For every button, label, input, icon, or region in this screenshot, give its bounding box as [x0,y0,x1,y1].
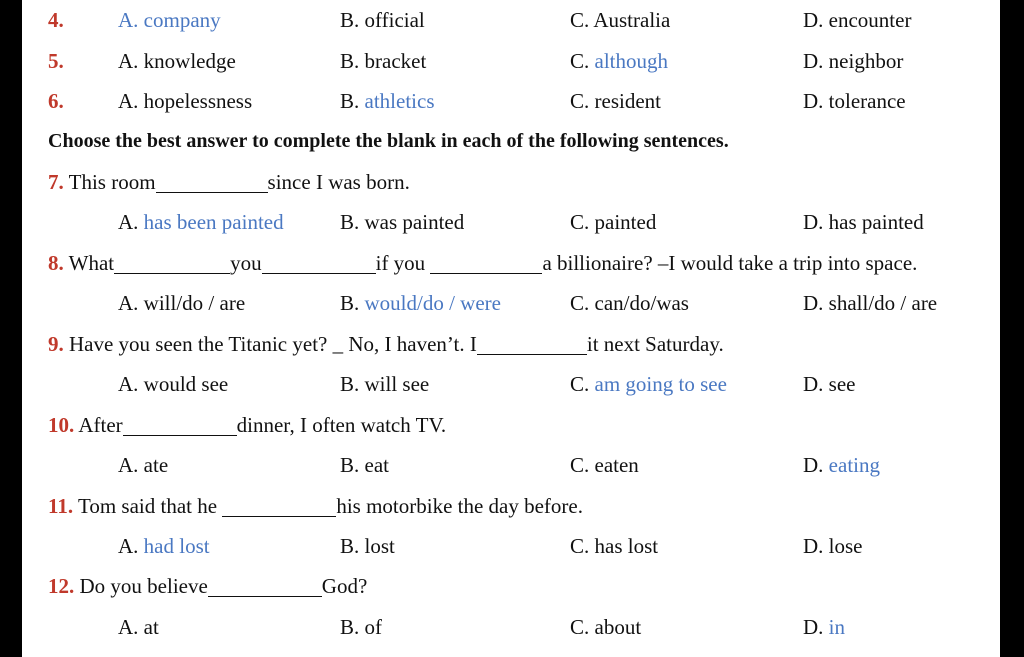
answer-blank[interactable] [114,251,230,274]
option-b[interactable] [340,283,501,323]
options-10 [22,445,1000,485]
answer-blank[interactable] [430,251,542,274]
option-b[interactable] [340,81,435,121]
option-d[interactable]: D. see [803,372,856,396]
option-d[interactable]: D. lose [803,534,863,558]
option-d[interactable]: D. encounter [803,8,912,32]
question-part: After [78,413,123,437]
answer-highlight: eating [828,453,880,477]
option-d[interactable]: D. has painted [803,210,924,234]
answer-blank[interactable] [222,494,336,517]
question-part: his motorbike the day before. [336,494,583,518]
question-12 [22,566,1000,606]
question-number: 11. [48,494,74,518]
question-text [48,162,410,202]
item-number: 6. [48,89,64,113]
option-a[interactable] [118,0,221,40]
option-d-prefix: D. [803,615,829,639]
option-a[interactable]: A. knowledge [118,49,236,73]
option-b-prefix: B. [340,89,365,113]
question-11 [22,486,1000,526]
answer-blank[interactable] [123,413,237,436]
answer-highlight: athletics [364,89,435,113]
pronunciation-item-6 [22,81,1000,121]
option-c[interactable] [570,41,668,81]
option-a-prefix: A. [118,534,144,558]
options-12 [22,607,1000,647]
answer-blank[interactable] [208,574,322,597]
option-c-prefix: C. [570,49,595,73]
option-c-prefix: C. [570,372,595,396]
answer-highlight: although [594,49,669,73]
option-d[interactable]: D. shall/do / are [803,291,938,315]
option-c[interactable] [570,364,727,404]
option-c[interactable]: C. about [570,615,642,639]
option-a[interactable]: A. at [118,615,159,639]
options-8 [22,283,1000,323]
options-11 [22,526,1000,566]
instruction-row [22,121,1000,161]
answer-highlight: has been painted [143,210,284,234]
question-number: 7. [48,170,64,194]
option-a-prefix: A. [118,210,144,234]
option-b[interactable]: B. will see [340,372,430,396]
question-number: 8. [48,251,64,275]
question-8 [22,243,1000,283]
answer-blank[interactable] [262,251,376,274]
question-part: dinner, I often watch TV. [236,413,447,437]
option-d[interactable] [803,445,880,485]
question-part: a billionaire? –I would take a trip into space. [542,251,918,275]
question-part: This room [68,170,156,194]
option-a[interactable]: A. hopelessness [118,89,253,113]
question-part: What [68,251,115,275]
option-c[interactable]: C. has lost [570,534,659,558]
option-d-prefix: D. [803,453,829,477]
question-10 [22,405,1000,445]
option-a[interactable] [118,202,284,242]
answer-highlight: A. company [118,8,221,32]
option-c[interactable]: C. eaten [570,453,639,477]
option-b[interactable]: B. of [340,615,382,639]
question-text [48,405,446,445]
question-number: 12. [48,574,75,598]
option-b[interactable]: B. official [340,8,425,32]
question-part: if you [375,251,426,275]
answer-blank[interactable] [477,332,587,355]
answer-highlight: am going to see [594,372,727,396]
question-9 [22,324,1000,364]
option-a[interactable] [118,526,210,566]
pronunciation-item-4 [22,0,1000,40]
option-b[interactable]: B. lost [340,534,395,558]
option-a[interactable]: A. would see [118,372,229,396]
pronunciation-item-5 [22,41,1000,81]
answer-highlight: had lost [143,534,210,558]
option-b[interactable]: B. eat [340,453,389,477]
question-part: since I was born. [267,170,410,194]
item-number: 4. [48,8,64,32]
option-c[interactable]: C. can/do/was [570,291,689,315]
worksheet-page [22,0,1000,657]
question-text [48,324,724,364]
question-7 [22,162,1000,202]
question-text [48,243,917,283]
answer-blank[interactable] [156,170,268,193]
question-part: Have you seen the Titanic yet? _ No, I haven’t. I [69,332,477,356]
option-c[interactable]: C. painted [570,210,657,234]
question-part: it next Saturday. [586,332,724,356]
option-c[interactable]: C. resident [570,89,661,113]
option-d[interactable]: D. neighbor [803,49,904,73]
question-part: Tom said that he [77,494,218,518]
option-a[interactable]: A. will/do / are [118,291,246,315]
option-b-prefix: B. [340,291,365,315]
item-number: 5. [48,49,64,73]
option-a[interactable]: A. ate [118,453,169,477]
instruction-heading: Choose the best answer to complete the blank in each of the following sentences. [48,130,729,152]
question-text [48,566,367,606]
options-7 [22,202,1000,242]
option-b[interactable]: B. was painted [340,210,465,234]
option-d[interactable]: D. tolerance [803,89,906,113]
option-d[interactable] [803,607,845,647]
option-c[interactable]: C. Australia [570,8,671,32]
answer-highlight: in [828,615,846,639]
answer-highlight: would/do / were [364,291,501,315]
question-number: 9. [48,332,64,356]
question-text [48,486,583,526]
option-b[interactable]: B. bracket [340,49,427,73]
question-part: Do you believe [79,574,208,598]
options-9 [22,364,1000,404]
question-number: 10. [48,413,75,437]
question-part: God? [321,574,368,598]
question-part: you [230,251,262,275]
